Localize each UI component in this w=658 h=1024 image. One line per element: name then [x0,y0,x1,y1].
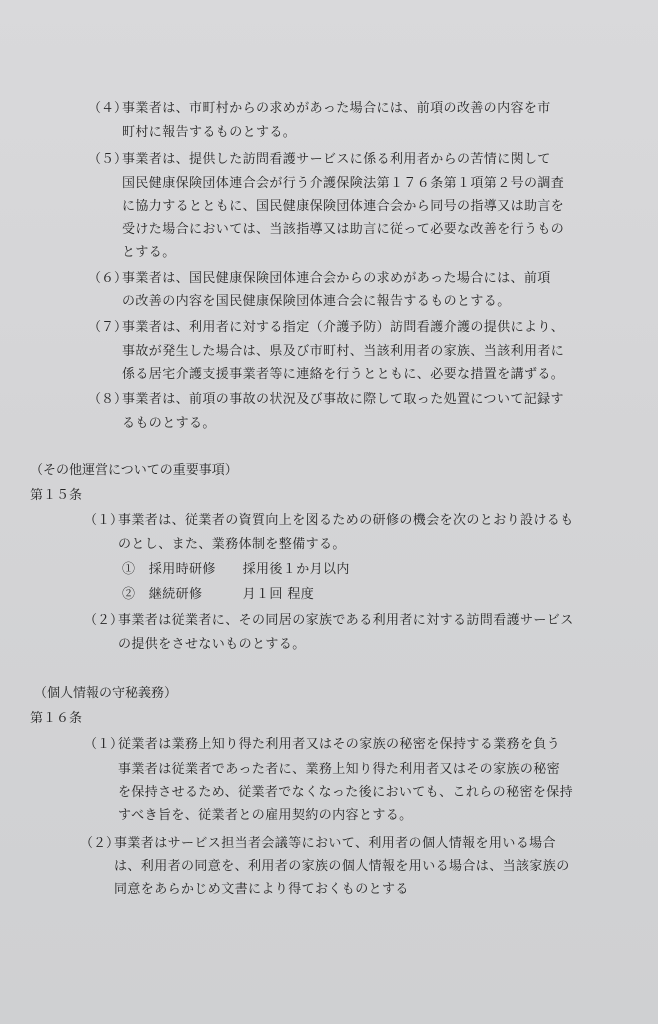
item-text-line: 同意をあらかじめ文書により得ておくものとする [114,882,409,897]
item-number: （４） [88,101,128,116]
item-text-line: 事故が発生した場合は、県及び市町村、当該利用者の家族、当該利用者に [122,344,565,359]
item-text-line: の提供をさせないものとする。 [118,637,306,652]
item-text-line: 事業者は従業者であった者に、業務上知り得た利用者又はその家族の秘密 [118,762,561,777]
item-number: （１） [84,737,124,752]
item-number: （２） [80,836,120,851]
item-text-line: 受けた場合においては、当該指導又は助言に従って必要な改善を行うもの [122,222,565,237]
item-text-line: 係る居宅介護支援事業者等に連絡を行うとともに、必要な措置を講ずる。 [122,367,565,382]
item-number: （１） [84,513,124,528]
item-text-line: とする。 [122,245,176,260]
item-text-line: の改善の内容を国民健康保険団体連合会に報告するものとする。 [122,294,511,309]
article-number: 第１６条 [30,711,83,726]
item-text-line: 事業者は、利用者に対する指定（介護予防）訪問看護介護の提供により、 [122,320,565,335]
item-number: （５） [88,152,128,167]
section-heading: （その他運営についての重要事項） [30,463,238,478]
item-text-line: は、利用者の同意を、利用者の家族の個人情報を用いる場合は、当該家族の [114,859,570,874]
item-text-line: に協力するとともに、国民健康保険団体連合会から同号の指導又は助言を [122,199,565,214]
item-text-line: 事業者は従業者に、その同居の家族である利用者に対する訪問看護サービス [118,613,574,628]
item-text-line: を保持させるため、従業者でなくなった後においても、これらの秘密を保持 [118,785,574,800]
item-number: （７） [88,320,128,335]
sub-item: ① 採用時研修 採用後１か月以内 [122,562,350,577]
section-heading: （個人情報の守秘義務） [34,686,178,701]
item-text-line: 国民健康保険団体連合会が行う介護保険法第１７６条第１項第２号の調査 [122,176,565,191]
article-number: 第１５条 [30,488,83,503]
item-text-line: るものとする。 [122,416,216,431]
item-text-line: 事業者は、前項の事故の状況及び事故に際して取った処置について記録す [122,392,564,407]
item-text-line: のとし、また、業務体制を整備する。 [118,537,346,552]
item-number: （８） [88,392,128,407]
item-text-line: 事業者は、提供した訪問看護サービスに係る利用者からの苦情に関して [122,152,551,167]
item-text-line: 事業者は、市町村からの求めがあった場合には、前項の改善の内容を市 [122,101,551,116]
item-text-line: 従業者は業務上知り得た利用者又はその家族の秘密を保持する業務を負う [118,737,561,752]
item-text-line: 事業者はサービス担当者会議等において、利用者の個人情報を用いる場合 [114,836,556,851]
item-text-line: すべき旨を、従業者との雇用契約の内容とする。 [118,808,413,823]
item-text-line: 事業者は、従業者の資質向上を図るための研修の機会を次のとおり設けるも [118,513,574,528]
item-number: （６） [88,271,128,286]
sub-item: ② 継続研修 月１回 程度 [122,587,315,602]
item-number: （２） [84,613,124,628]
item-text-line: 町村に報告するものとする。 [122,125,297,140]
item-text-line: 事業者は、国民健康保険団体連合会からの求めがあった場合には、前項 [122,271,551,286]
